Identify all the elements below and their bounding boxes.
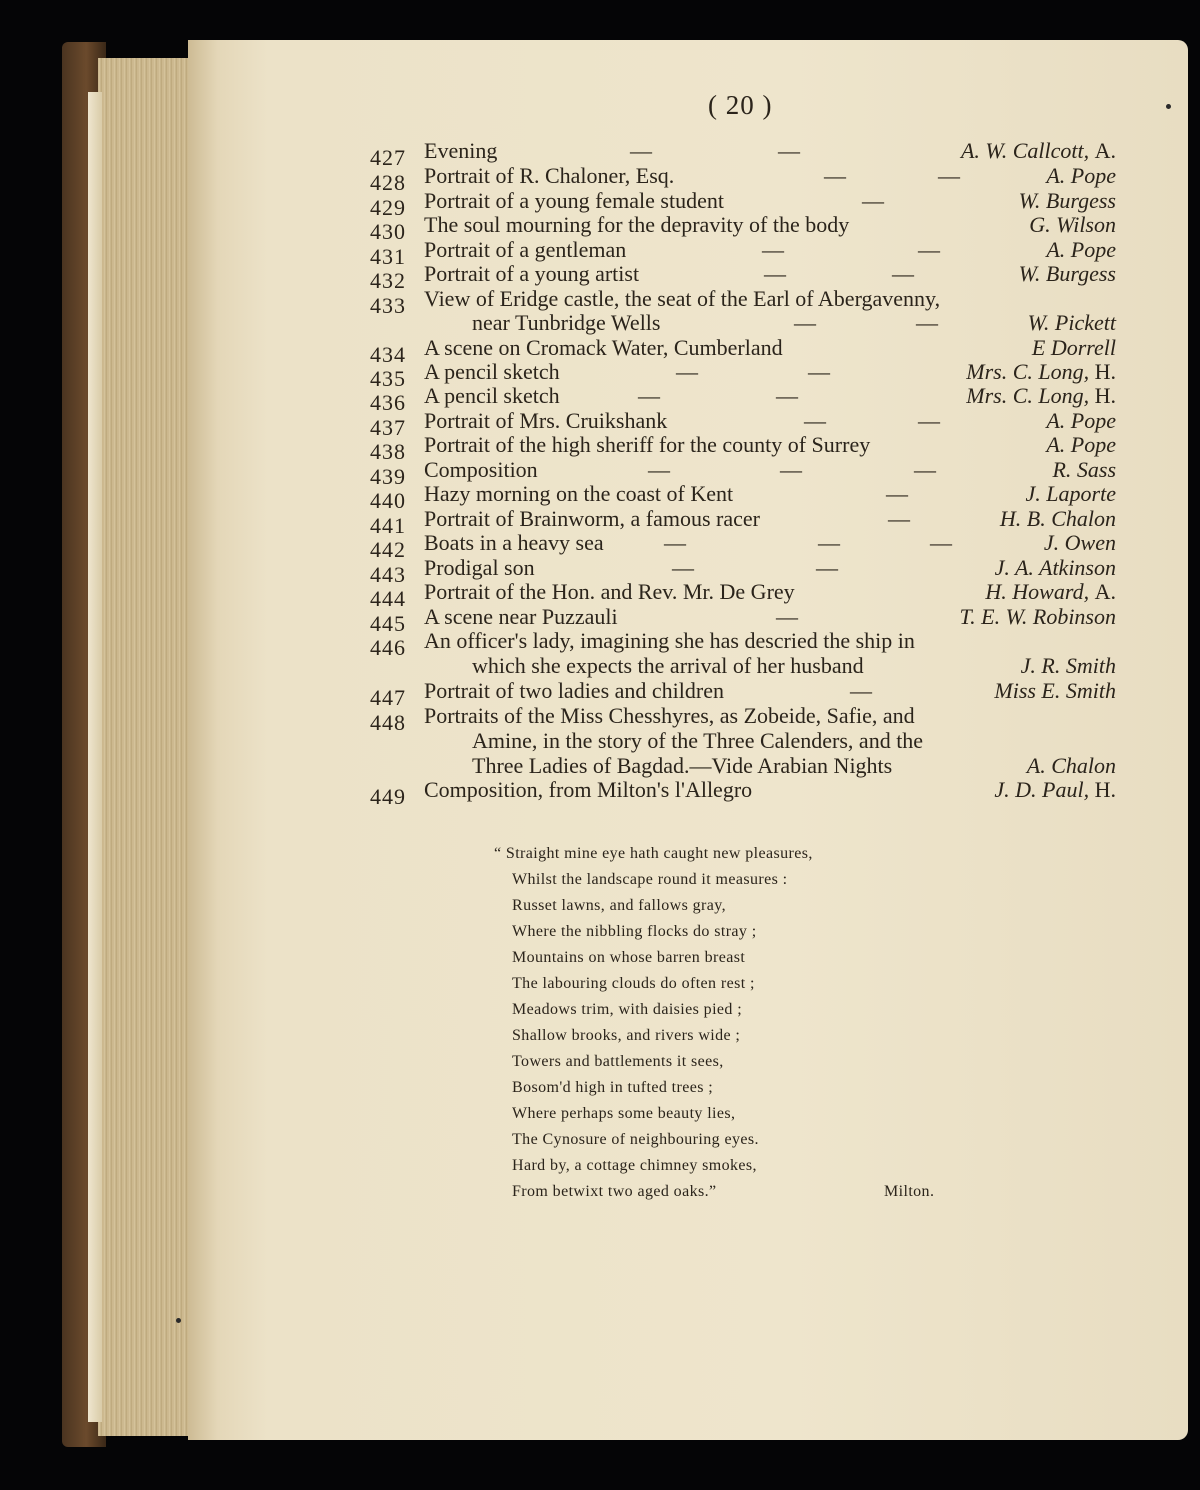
entry-artist: J. D. Paul, H.: [994, 777, 1116, 802]
entry-artist: A. Pope: [1046, 432, 1116, 457]
entry-number: 442: [370, 537, 406, 562]
dash-separator: —: [862, 188, 884, 213]
dash-separator: —: [918, 408, 940, 433]
dash-separator: —: [938, 163, 960, 188]
entry-artist: J. R. Smith: [1020, 653, 1116, 678]
poem-line: Where the nibbling flocks do stray ;: [512, 923, 757, 940]
entry-number: 433: [370, 293, 406, 318]
dash-separator: —: [888, 506, 910, 531]
dash-separator: —: [664, 530, 686, 555]
entry-number: 443: [370, 562, 406, 587]
entry-number: 436: [370, 390, 406, 415]
entry-title: A scene near Puzzauli: [424, 604, 618, 629]
entry-number: 440: [370, 488, 406, 513]
poem-line: Towers and battlements it sees,: [512, 1053, 724, 1070]
dash-separator: —: [776, 604, 798, 629]
entry-artist: A. Pope: [1046, 408, 1116, 433]
dash-separator: —: [780, 457, 802, 482]
entry-artist: A. Chalon: [1026, 753, 1116, 778]
entry-title: Portrait of R. Chaloner, Esq.: [424, 163, 675, 188]
entry-number: 439: [370, 464, 406, 489]
entry-title-continuation: which she expects the arrival of her husband: [472, 653, 864, 678]
poem-line: Shallow brooks, and rivers wide ;: [512, 1027, 741, 1044]
dash-separator: —: [916, 310, 938, 335]
entry-title: Portrait of a young female student: [424, 188, 724, 213]
entry-title: A pencil sketch: [424, 359, 560, 384]
dash-separator: —: [776, 383, 798, 408]
poem-line: Meadows trim, with daisies pied ;: [512, 1001, 743, 1018]
dash-separator: —: [676, 359, 698, 384]
dash-separator: —: [672, 555, 694, 580]
entry-number: 430: [370, 219, 406, 244]
dash-separator: —: [930, 530, 952, 555]
entry-artist: Mrs. C. Long, H.: [966, 359, 1116, 384]
entry-artist: R. Sass: [1052, 457, 1116, 482]
entry-title: Portrait of the high sheriff for the county of Surrey: [424, 432, 871, 457]
dash-separator: —: [892, 261, 914, 286]
entry-title: Portrait of a gentleman: [424, 237, 627, 262]
entry-number: 448: [370, 710, 406, 735]
dash-separator: —: [818, 530, 840, 555]
entry-artist: W. Burgess: [1018, 261, 1116, 286]
entry-title: Portrait of Mrs. Cruikshank: [424, 408, 668, 433]
poem-line: Bosom'd high in tufted trees ;: [512, 1079, 714, 1096]
entry-title: Evening: [424, 138, 498, 163]
entry-artist: J. A. Atkinson: [994, 555, 1116, 580]
page-edge-highlight: [88, 92, 102, 1422]
entry-title: A pencil sketch: [424, 383, 560, 408]
entry-number: 438: [370, 439, 406, 464]
dash-separator: —: [816, 555, 838, 580]
entry-number: 429: [370, 195, 406, 220]
poem-line: “ Straight mine eye hath caught new pleasures,: [494, 845, 813, 862]
entry-title: Portrait of the Hon. and Rev. Mr. De Grey: [424, 579, 795, 604]
dash-separator: —: [914, 457, 936, 482]
entry-number: 447: [370, 685, 406, 710]
poem-line: Russet lawns, and fallows gray,: [512, 897, 726, 914]
dash-separator: —: [808, 359, 830, 384]
entry-artist: W. Burgess: [1018, 188, 1116, 213]
entry-title: Composition: [424, 457, 538, 482]
paper-blemish: [1166, 104, 1171, 109]
entry-artist: H. Howard, A.: [985, 579, 1116, 604]
entry-number: 435: [370, 366, 406, 391]
dash-separator: —: [824, 163, 846, 188]
dash-separator: —: [764, 261, 786, 286]
entry-number: 445: [370, 611, 406, 636]
entry-artist: A. Pope: [1046, 237, 1116, 262]
poem-line: Whilst the landscape round it measures :: [512, 871, 788, 888]
entry-title: View of Eridge castle, the seat of the Earl of Abergavenny,: [424, 286, 941, 311]
entry-title-continuation: Three Ladies of Bagdad.—Vide Arabian Nights: [472, 753, 893, 778]
entry-title: Composition, from Milton's l'Allegro: [424, 777, 753, 802]
dash-separator: —: [762, 237, 784, 262]
entry-artist: Miss E. Smith: [994, 678, 1116, 703]
entry-number: 434: [370, 342, 406, 367]
entry-433: [188, 286, 1188, 340]
entry-artist: G. Wilson: [1029, 212, 1116, 237]
catalogue-page: [188, 40, 1188, 1440]
entry-title: Portrait of two ladies and children: [424, 678, 724, 703]
poem-attribution: Milton.: [884, 1183, 935, 1200]
dash-separator: —: [630, 138, 652, 163]
dash-separator: —: [648, 457, 670, 482]
dash-separator: —: [918, 237, 940, 262]
entry-number: 449: [370, 784, 406, 809]
entry-artist: A. Pope: [1046, 163, 1116, 188]
entry-number: 441: [370, 513, 406, 538]
entry-number: 428: [370, 170, 406, 195]
entry-artist: E Dorrell: [1031, 335, 1116, 360]
entry-artist: H. B. Chalon: [999, 506, 1116, 531]
poem-line: From betwixt two aged oaks.”: [512, 1183, 717, 1200]
entry-number: 427: [370, 145, 406, 170]
page-edges: [98, 58, 198, 1436]
entry-number: 446: [370, 635, 406, 660]
page-number: ( 20 ): [708, 90, 773, 120]
dash-separator: —: [886, 481, 908, 506]
entry-title-continuation: near Tunbridge Wells: [472, 310, 661, 335]
entry-artist: Mrs. C. Long, H.: [966, 383, 1116, 408]
dash-separator: —: [778, 138, 800, 163]
poem-line: The labouring clouds do often rest ;: [512, 975, 755, 992]
entry-artist: W. Pickett: [1027, 310, 1116, 335]
entry-number: 432: [370, 268, 406, 293]
entry-446: [188, 628, 1188, 682]
entry-title: A scene on Cromack Water, Cumberland: [424, 335, 783, 360]
entry-title: Portraits of the Miss Chesshyres, as Zobeide, Safie, and: [424, 703, 915, 728]
entry-448: [188, 703, 1188, 783]
entry-title: Portrait of Brainworm, a famous racer: [424, 506, 760, 531]
entry-artist: J. Laporte: [1025, 481, 1116, 506]
entry-title-continuation: Amine, in the story of the Three Calenders, and the: [472, 728, 924, 753]
poem-line: Mountains on whose barren breast: [512, 949, 746, 966]
poem-line: Hard by, a cottage chimney smokes,: [512, 1157, 757, 1174]
dash-separator: —: [850, 678, 872, 703]
entry-title: Hazy morning on the coast of Kent: [424, 481, 734, 506]
entry-artist: T. E. W. Robinson: [959, 604, 1116, 629]
entry-449: [188, 777, 1188, 807]
entry-number: 444: [370, 586, 406, 611]
dash-separator: —: [638, 383, 660, 408]
entry-title: Boats in a heavy sea: [424, 530, 604, 555]
entry-title: Portrait of a young artist: [424, 261, 640, 286]
entry-number: 437: [370, 415, 406, 440]
entry-artist: J. Owen: [1043, 530, 1116, 555]
entry-title: Prodigal son: [424, 555, 535, 580]
entry-title: An officer's lady, imagining she has descried the ship in: [424, 628, 915, 653]
paper-blemish: [176, 1318, 181, 1323]
dash-separator: —: [794, 310, 816, 335]
entry-number: 431: [370, 244, 406, 269]
poem-line: The Cynosure of neighbouring eyes.: [512, 1131, 759, 1148]
entry-title: The soul mourning for the depravity of the body: [424, 212, 850, 237]
entry-artist: A. W. Callcott, A.: [960, 138, 1116, 163]
dash-separator: —: [804, 408, 826, 433]
poem-line: Where perhaps some beauty lies,: [512, 1105, 736, 1122]
